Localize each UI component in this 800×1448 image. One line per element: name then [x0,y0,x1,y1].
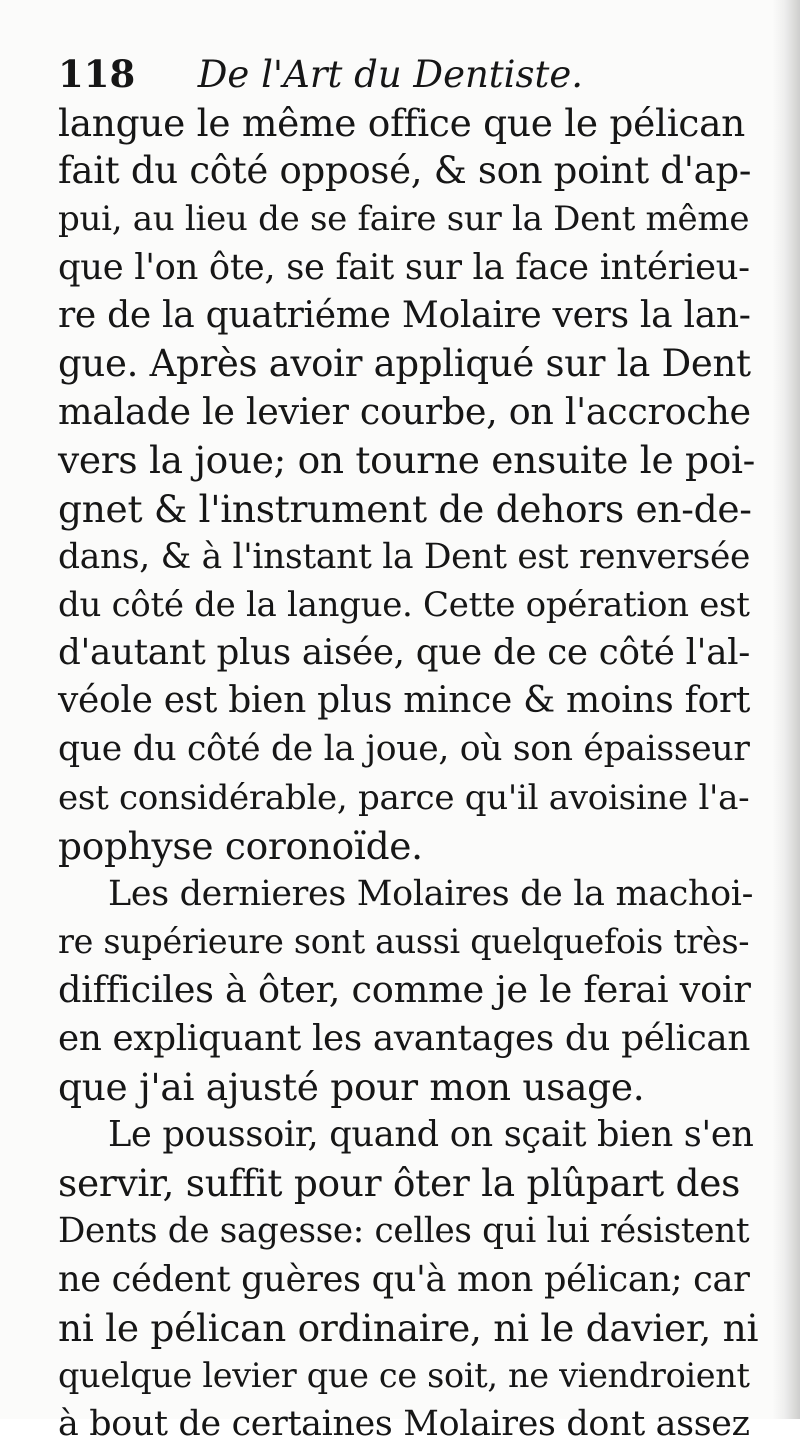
text-line: servir, suffit pour ôter la plûpart des [58,1161,741,1206]
text-line: véole est bien plus mince & moins fort [58,680,751,722]
paragraph-first-line: Le poussoir, quand on sçait bien s'en [108,1113,754,1155]
text-line: pophyse coronoïde. [58,823,423,868]
text-line: fait du côté opposé, & son point d'ap- [58,149,752,193]
page-edge-shadow [772,0,800,1419]
text-line: Dents de sagesse: celles qui lui résistent [58,1211,750,1252]
text-line: difficiles à ôter, comme je le ferai voir [58,968,751,1012]
text-line: gue. Après avoir appliqué sur la Dent [58,341,751,385]
text-line: en expliquant les avantages du pélican [58,1017,751,1059]
text-line: gnet & l'instrument de dehors en-de- [58,486,752,531]
text-line: d'autant plus aisée, que de ce côté l'al- [58,632,751,674]
text-line: que du côté de la joue, où son épaisseur [58,729,750,770]
text-line: dans, & à l'instant la Dent est renversée [58,536,751,577]
text-line: vers la joue; on tourne ensuite le poi- [58,438,756,483]
text-line: langue le même office que le pélican [58,101,746,145]
paragraph-first-line: Les dernieres Molaires de la machoi- [108,874,754,914]
page-header [58,44,758,104]
running-title: De l'Art du Dentiste. [197,53,584,96]
text-line: malade le levier courbe, on l'accroche [58,390,751,434]
text-line: du côté de la langue. Cette opération est [58,584,750,625]
text-line: pui, au lieu de se faire sur la Dent même [58,199,750,240]
text-line: est considérable, parce qu'il avoisine l'a- [58,777,750,818]
page-number: 118 [58,52,136,96]
text-line: que j'ai ajusté pour mon usage. [58,1064,645,1109]
text-line: quelque levier que ce soit, ne viendroient [58,1355,750,1395]
text-line: ni le pélican ordinaire, ni le davier, ni [58,1305,759,1350]
text-line: que l'on ôte, se fait sur la face intérieu- [58,246,750,288]
text-line: re supérieure sont aussi quelquefois très- [58,922,750,962]
body-text [58,99,758,1448]
text-line: ne cédent guères qu'à mon pélican; car [58,1258,750,1300]
text-line: à bout de certaines Molaires dont assez [58,1404,750,1445]
text-line: re de la quatriéme Molaire vers la lan- [58,294,751,336]
